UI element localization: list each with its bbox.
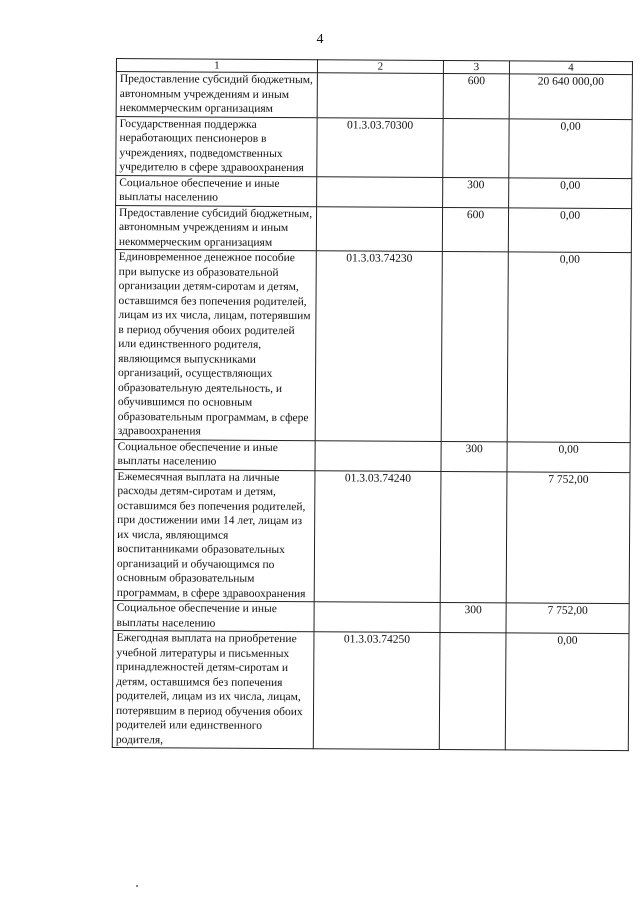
row-name: Предоставление субсидий бюджетным, автономным учреждениям и иным некоммерческим организациям <box>116 72 317 118</box>
table-row <box>115 205 631 253</box>
row-code: 01.3.03.74250 <box>313 632 440 750</box>
row-name: Ежемесячная выплата на личные расходы детям-сиротам и детям, оставшимся без попечения родителей, при достижении ими 14 лет, лицам из их числа, являющимся воспитанниками образовательных организаций и обучающимся по основным образовательным программам, в сфере здравоохранения <box>113 469 315 602</box>
table-row <box>113 469 630 604</box>
table-row <box>114 249 631 442</box>
row-name: Предоставление субсидий бюджетным, автономным учреждениям и иным некоммерческим организациям <box>115 205 316 251</box>
row-expense-type: 600 <box>443 74 509 119</box>
row-code: 01.3.03.74230 <box>315 251 442 441</box>
row-name: Социальное обеспечение и иные выплаты населению <box>114 439 315 470</box>
table-row <box>114 439 630 472</box>
row-expense-type <box>439 632 506 749</box>
row-code: 01.3.03.74240 <box>314 470 441 602</box>
table-row <box>116 175 632 208</box>
column-header-1: 1 <box>116 59 317 73</box>
row-expense-type: 300 <box>440 602 506 632</box>
row-name: Государственная поддержка неработающих пенсионеров в учреждениях, подведомственных учредителю в сфере здравоохранения <box>116 116 317 176</box>
row-amount: 7 752,00 <box>506 471 630 603</box>
table-row <box>116 116 632 178</box>
row-expense-type: 300 <box>443 177 509 207</box>
row-code <box>317 176 443 207</box>
row-code <box>316 206 442 251</box>
row-expense-type <box>440 471 507 603</box>
row-amount: 7 752,00 <box>506 603 629 634</box>
scan-speck <box>136 885 138 887</box>
table-row <box>113 600 629 633</box>
row-amount: 20 640 000,00 <box>509 74 632 119</box>
row-amount: 0,00 <box>508 207 631 252</box>
row-amount: 0,00 <box>509 118 632 178</box>
row-amount: 0,00 <box>509 177 632 208</box>
page-number: 4 <box>316 32 324 47</box>
table-row <box>112 630 629 750</box>
row-name: Социальное обеспечение и иные выплаты населению <box>116 175 317 206</box>
row-amount: 0,00 <box>505 633 629 751</box>
column-header-2: 2 <box>317 60 443 74</box>
budget-table <box>112 58 633 751</box>
row-name: Единовременное денежное пособие при выпуске из образовательной организации детям-сиротам и детям, оставшимся без попечения родителей, лицам из их числа, лицам, потерявшим в период обучения обоих родителей или единственного родителя, являющимся выпускниками организаций, осуществляющих образовательную деятельность, и обучившимся по основным образовательным программам, в сфере здравоохранения <box>114 249 316 440</box>
row-expense-type: 300 <box>441 441 507 471</box>
row-code: 01.3.03.70300 <box>317 117 443 177</box>
row-code <box>317 73 443 118</box>
row-expense-type <box>441 251 508 441</box>
row-name: Ежегодная выплата на приобретение учебной литературы и письменных принадлежностей детям-сиротам и детям, оставшимся без попечения родителей, лицам из их числа, лицам, потерявшим в период обучения обоих родителей или единственного родителя, <box>112 630 314 748</box>
row-expense-type <box>443 118 509 177</box>
row-amount: 0,00 <box>507 441 630 472</box>
row-name: Социальное обеспечение и иные выплаты населению <box>113 600 314 631</box>
row-expense-type: 600 <box>442 207 508 252</box>
row-amount: 0,00 <box>507 252 631 442</box>
column-header-4: 4 <box>509 61 632 75</box>
row-code <box>314 602 440 633</box>
column-header-3: 3 <box>443 61 509 74</box>
table-row <box>116 72 632 120</box>
row-code <box>315 440 441 471</box>
